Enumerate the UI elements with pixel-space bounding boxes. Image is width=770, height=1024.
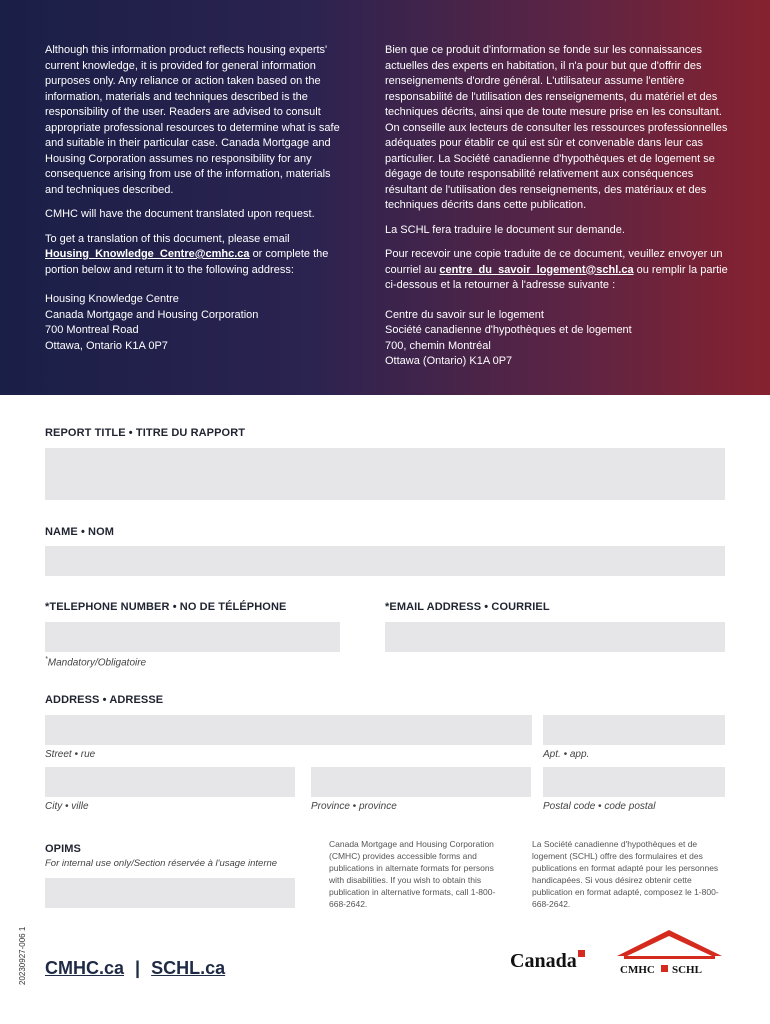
report-title-field[interactable] bbox=[45, 448, 725, 500]
telephone-field[interactable] bbox=[45, 622, 340, 652]
flag-icon bbox=[578, 950, 585, 957]
mailing-address-fr: Centre du savoir sur le logement Société canadienne d'hypothèques et de logement 700, chemin Montréal Ottawa (Ontario) K1A 0P7 bbox=[385, 308, 632, 367]
request-text-en: To get a translation of this document, please email Housing_Knowledge_Centre@cmhc.ca or complete the portion below and return it to the following address: bbox=[45, 232, 329, 276]
translate-note-en: CMHC will have the document translated upon request. bbox=[45, 208, 315, 220]
request-text-fr: Pour recevoir une copie traduite de ce document, veuillez envoyer un courriel au centre_du_savoir_logement@schl.ca ou remplir la partie ci-dessous et la retourner à l'adresse suivante : bbox=[385, 248, 728, 291]
email-label: *EMAIL ADDRESS • COURRIEL bbox=[385, 601, 550, 613]
logo-cmhc-text: CMHC bbox=[620, 964, 655, 976]
address-label: ADDRESS • ADRESSE bbox=[45, 694, 164, 706]
roof-icon bbox=[617, 930, 722, 956]
cmhc-link[interactable]: CMHC.ca bbox=[45, 958, 125, 978]
email-link-fr[interactable]: centre_du_savoir_logement@schl.ca bbox=[439, 263, 634, 276]
mailing-address-en: Housing Knowledge Centre Canada Mortgage and Housing Corporation 700 Montreal Road Ottawa, Ontario K1A 0P7 bbox=[45, 293, 259, 352]
email-link-en[interactable]: Housing_Knowledge_Centre@cmhc.ca bbox=[45, 248, 250, 260]
city-field[interactable] bbox=[45, 767, 295, 797]
street-label: Street • rue bbox=[45, 749, 96, 760]
disclaimer-en: Although this information product reflects housing experts' current knowledge, it is provided for general information purposes only. Any reliance or action taken based on the information, materials and techniques described is the responsibility of the user. Readers are advised to consult appropriate professional resources to determine what is safe and suitable in their particular case. Canada Mortgage and Housing Corporation assumes no responsibility for any consequence arising from use of the information, materials and techniques described. bbox=[45, 44, 340, 196]
postal-code-label: Postal code • code postal bbox=[543, 801, 656, 812]
opims-label: OPIMS bbox=[45, 843, 81, 855]
opims-field[interactable] bbox=[45, 878, 295, 908]
maple-leaf-icon bbox=[661, 965, 668, 972]
email-field[interactable] bbox=[385, 622, 725, 652]
translate-note-fr: La SCHL fera traduire le document sur demande. bbox=[385, 223, 625, 236]
apt-label: Apt. • app. bbox=[543, 749, 590, 760]
city-label: City • ville bbox=[45, 801, 89, 812]
link-separator: | bbox=[135, 958, 141, 978]
canada-wordmark: Canada bbox=[510, 950, 585, 973]
province-label: Province • province bbox=[311, 801, 397, 812]
logo-schl-text: SCHL bbox=[672, 964, 702, 976]
footer-links bbox=[45, 958, 225, 979]
postal-code-field[interactable] bbox=[543, 767, 725, 797]
name-label: NAME • NOM bbox=[45, 526, 115, 538]
alt-formats-fr: La Société canadienne d'hypothèques et de logement (SCHL) offre des formulaires et des publications en format adapté pour les personnes handicapées. Si vous désirez obtenir cette publication en format adapté, composez le 1-800-668-2642. bbox=[532, 839, 719, 909]
document-code: 20230927-006 1 bbox=[18, 926, 27, 985]
hero-banner bbox=[0, 0, 770, 395]
disclaimer-fr: Bien que ce produit d'information se fonde sur les connaissances actuelles des experts en habitation, il n'a pour but que d'offrir des renseignements d'ordre général. L'utilisateur assume l'entière responsabilité de l'utilisation des renseignements, du matériel et des techniques décrits, ainsi que de toute mesure prise en les consultant. On conseille aux lecteurs de consulter les ressources professionnelles adéquates pour établir ce qui est sûr et convenable dans leur cas particulier. La Société canadienne d'hypothèques et de logement se dégage de toute responsabilité relativement aux conséquences résultant de l'utilisation des renseignements, des matériaux et des techniques décrits dans cette publication. bbox=[385, 44, 728, 211]
intro-fr bbox=[385, 43, 730, 379]
intro-en bbox=[45, 43, 350, 363]
cmhc-schl-logo bbox=[612, 928, 727, 978]
opims-sub: For internal use only/Section réservée à l'usage interne bbox=[45, 858, 278, 869]
telephone-label: *TELEPHONE NUMBER • NO DE TÉLÉPHONE bbox=[45, 601, 287, 613]
report-title-label: REPORT TITLE • TITRE DU RAPPORT bbox=[45, 427, 246, 439]
street-field[interactable] bbox=[45, 715, 532, 745]
province-field[interactable] bbox=[311, 767, 531, 797]
alt-formats-en: Canada Mortgage and Housing Corporation (CMHC) provides accessible forms and publications in alternate formats for persons with disabilities. If you wish to obtain this publication in alternative formats, call 1-800-668-2642. bbox=[329, 839, 496, 909]
name-field[interactable] bbox=[45, 546, 725, 576]
apt-field[interactable] bbox=[543, 715, 725, 745]
schl-link[interactable]: SCHL.ca bbox=[151, 958, 226, 978]
mandatory-note: *Mandatory/Obligatoire bbox=[45, 656, 147, 669]
